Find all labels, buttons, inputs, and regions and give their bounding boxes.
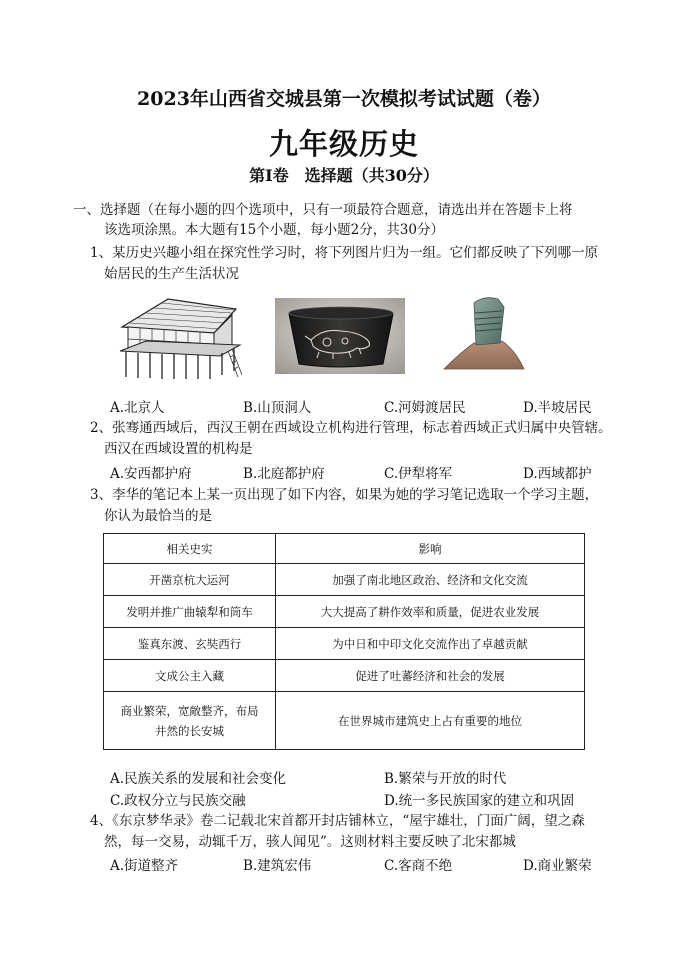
q3-stem-line-1: 3、李华的笔记本上某一页出现了如下内容，如果为她的学习笔记选取一个学习主题， bbox=[90, 487, 599, 503]
q4-stem-line-2: 然，每一交易，动辄千万，骇人闻见”。这则材料主要反映了北宋都城 bbox=[104, 834, 516, 850]
table-cell-fact bbox=[104, 692, 276, 750]
q1-option-d[interactable]: D.半坡居民 bbox=[523, 400, 592, 416]
table-cell-fact: 文成公主入藏 bbox=[104, 660, 276, 692]
table-cell-fact: 开凿京杭大运河 bbox=[104, 564, 276, 596]
q2-option-b[interactable]: B.北庭都护府 bbox=[243, 466, 325, 482]
q4-stem-line-1: 4、《东京梦华录》卷二记载北宋首都开封店铺林立，“屋宇雄壮，门面广阔，望之森 bbox=[90, 813, 585, 829]
table-row bbox=[104, 596, 585, 628]
black-pottery-bowl-image bbox=[275, 298, 405, 374]
q2-stem-line-1: 2、张骞通西域后，西汉王朝在西域设立机构进行管理，标志着西域正式归属中央管辖。 bbox=[90, 420, 612, 436]
q3-option-d[interactable]: D.统一多民族国家的建立和巩固 bbox=[384, 793, 575, 809]
q1-option-b[interactable]: B.山顶洞人 bbox=[243, 400, 312, 416]
q2-option-c[interactable]: C.伊犁将军 bbox=[384, 466, 453, 482]
q4-option-a[interactable]: A.街道整齐 bbox=[110, 858, 179, 874]
q1-option-a[interactable]: A.北京人 bbox=[110, 400, 165, 416]
q3-option-a[interactable]: A.民族关系的发展和社会变化 bbox=[110, 771, 287, 787]
table-header-facts: 相关史实 bbox=[104, 534, 276, 564]
exam-title: 2023年山西省交城县第一次模拟考试试题（卷） bbox=[137, 88, 551, 110]
bone-spade-image bbox=[440, 293, 526, 375]
instructions-line-1: 一、选择题（在每小题的四个选项中，只有一项最符合题意，请选出并在答题卡上将 bbox=[73, 202, 573, 218]
q2-option-d[interactable]: D.西域都护 bbox=[523, 466, 592, 482]
table-row bbox=[104, 692, 585, 750]
subject-title: 九年级历史 bbox=[268, 127, 419, 161]
table-row bbox=[104, 564, 585, 596]
q1-stem-line-1: 1、某历史兴趣小组在探究性学习时，将下列图片归为一组。它们都反映了下列哪一原 bbox=[90, 245, 599, 261]
q1-option-c[interactable]: C.河姆渡居民 bbox=[384, 400, 466, 416]
instructions-line-2: 该选项涂黑。本大题有15个小题，每小题2分，共30分） bbox=[104, 222, 444, 238]
table-cell-impact: 促进了吐蕃经济和社会的发展 bbox=[276, 660, 585, 692]
table-cell-fact: 发明并推广曲辕犁和筒车 bbox=[104, 596, 276, 628]
q4-option-c[interactable]: C.客商不绝 bbox=[384, 858, 453, 874]
q2-option-a[interactable]: A.安西都护府 bbox=[110, 466, 192, 482]
q3-stem-line-2: 你认为最恰当的是 bbox=[104, 508, 212, 524]
table-cell-fact: 鉴真东渡、玄奘西行 bbox=[104, 628, 276, 660]
q4-option-b[interactable]: B.建筑宏伟 bbox=[243, 858, 312, 874]
history-notes-table bbox=[103, 533, 585, 750]
q3-option-c[interactable]: C.政权分立与民族交融 bbox=[110, 793, 246, 809]
table-row bbox=[104, 660, 585, 692]
stilt-house-image bbox=[116, 293, 242, 381]
table-cell-impact: 为中日和中印文化交流作出了卓越贡献 bbox=[276, 628, 585, 660]
table-cell-fact-line-2: 井然的长安城 bbox=[155, 723, 224, 738]
q1-stem-line-2: 始居民的生产生活状况 bbox=[104, 266, 239, 282]
table-cell-fact-line-1: 商业繁荣，宽敞整齐，布局 bbox=[120, 703, 259, 718]
table-cell-impact: 加强了南北地区政治、经济和文化交流 bbox=[276, 564, 585, 596]
section-title: 第Ⅰ卷 选择题（共30分） bbox=[249, 166, 439, 185]
table-cell-impact: 在世界城市建筑史上占有重要的地位 bbox=[276, 692, 585, 750]
table-cell-impact: 大大提高了耕作效率和质量，促进农业发展 bbox=[276, 596, 585, 628]
table-header-row bbox=[104, 534, 585, 564]
q4-option-d[interactable]: D.商业繁荣 bbox=[523, 858, 592, 874]
table-row bbox=[104, 628, 585, 660]
q3-option-b[interactable]: B.繁荣与开放的时代 bbox=[384, 771, 507, 787]
q2-stem-line-2: 西汉在西域设置的机构是 bbox=[104, 441, 253, 457]
table-header-impact: 影响 bbox=[276, 534, 585, 564]
